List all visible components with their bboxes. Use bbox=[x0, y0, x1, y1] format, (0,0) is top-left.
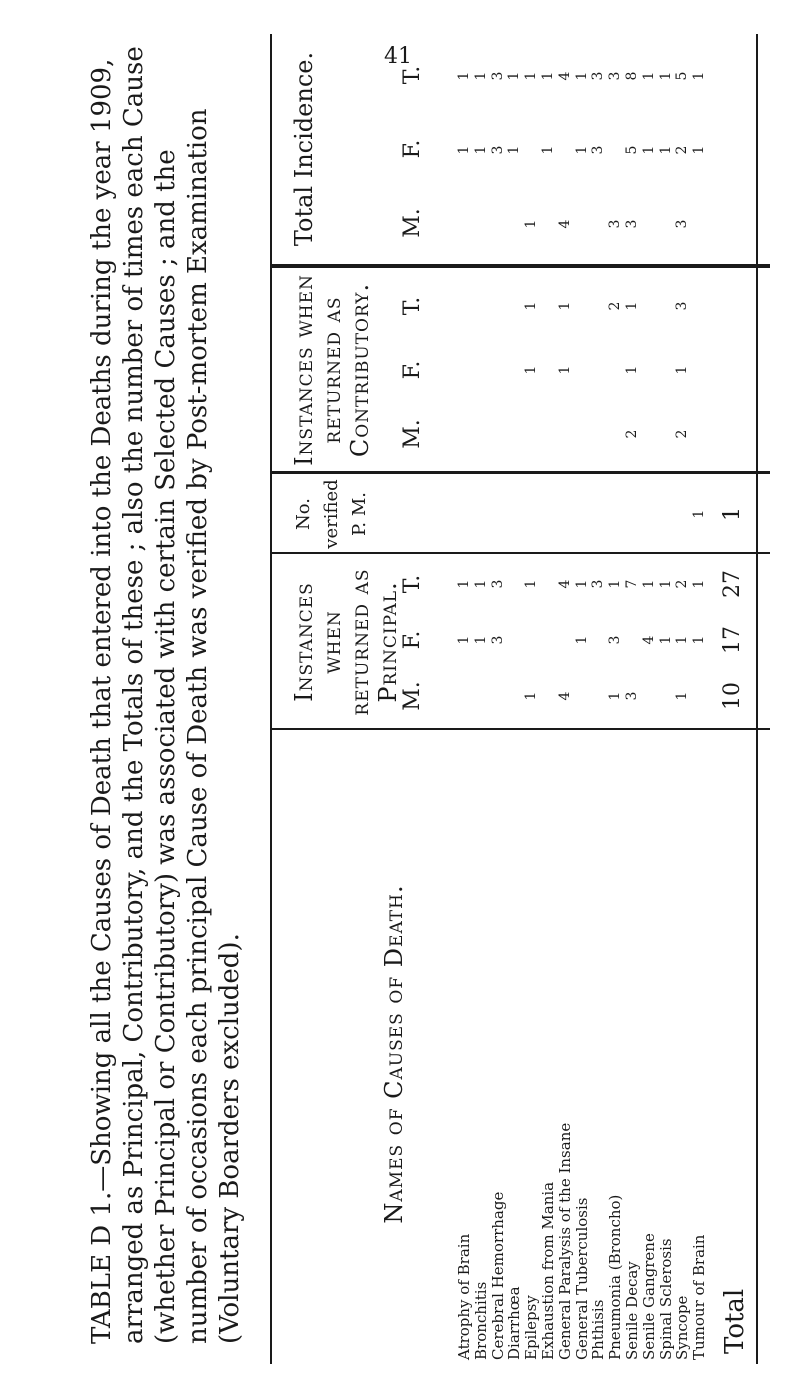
names-header: Names of Causes of Death. bbox=[380, 884, 408, 1224]
cell-tf: 1 bbox=[506, 145, 523, 155]
principal-f-header: F. bbox=[400, 630, 425, 650]
cell-pf: 1 bbox=[674, 635, 691, 645]
cell-tf: 1 bbox=[540, 145, 556, 155]
cell-pm bbox=[456, 666, 473, 726]
cell-pm: 1 bbox=[523, 691, 540, 701]
cell-ct: 1 bbox=[624, 301, 640, 311]
cell-v bbox=[557, 484, 574, 544]
cell-tm bbox=[490, 194, 507, 254]
cell-cf bbox=[691, 340, 708, 400]
cell-tm: 3 bbox=[624, 219, 640, 229]
cell-pf: 1 bbox=[657, 635, 674, 645]
principal-t-header: T. bbox=[400, 574, 425, 594]
cell-tf: 1 bbox=[657, 145, 674, 155]
cell-cm bbox=[607, 404, 624, 464]
cell-pt: 1 bbox=[523, 579, 540, 589]
cell-cf bbox=[473, 340, 490, 400]
cause-name: Tumour of Brain bbox=[690, 1234, 709, 1360]
cell-pm bbox=[590, 666, 607, 726]
cause-name: Bronchitis bbox=[471, 1281, 490, 1360]
cell-ct bbox=[490, 276, 507, 336]
cell-pf bbox=[557, 610, 574, 670]
cell-pf bbox=[523, 610, 540, 670]
page-number: 41 bbox=[384, 44, 412, 69]
total-f-header: F. bbox=[400, 139, 425, 159]
cell-cf bbox=[490, 340, 507, 400]
cell-pm: 3 bbox=[624, 691, 640, 701]
cell-tm bbox=[658, 194, 675, 254]
cell-tm bbox=[506, 194, 523, 254]
cell-pm: 1 bbox=[674, 691, 691, 701]
cell-pt: 3 bbox=[590, 579, 607, 589]
cell-cm bbox=[557, 404, 574, 464]
cell-tt: 1 bbox=[456, 71, 472, 81]
cell-v bbox=[624, 484, 641, 544]
cause-name: Exhaustion from Mania bbox=[539, 1181, 557, 1360]
cell-pf: 1 bbox=[573, 635, 590, 645]
cell-tm bbox=[590, 194, 607, 254]
cell-tt: 3 bbox=[590, 71, 607, 81]
cell-ct bbox=[691, 276, 708, 336]
cell-cm bbox=[473, 404, 490, 464]
cell-tt: 1 bbox=[573, 71, 590, 81]
table-rule-bottom bbox=[756, 34, 758, 1364]
cell-tf: 1 bbox=[456, 145, 472, 155]
cause-name: Phthisis bbox=[589, 1299, 608, 1360]
cell-pm bbox=[641, 666, 658, 726]
cell-ct bbox=[641, 276, 658, 336]
cell-pm bbox=[658, 666, 675, 726]
contrib-f-header: F. bbox=[400, 360, 425, 380]
cell-cf bbox=[607, 340, 624, 400]
cell-cf bbox=[574, 340, 591, 400]
col-divider-1 bbox=[270, 728, 770, 730]
cell-v bbox=[490, 484, 507, 544]
cell-tm bbox=[574, 194, 591, 254]
cell-pm: 4 bbox=[556, 691, 573, 701]
cell-pt: 1 bbox=[607, 579, 624, 589]
cell-pm: 1 bbox=[607, 691, 624, 701]
total-incidence-header: Total Incidence. bbox=[290, 51, 318, 247]
cell-v bbox=[523, 484, 540, 544]
cell-pt: 1 bbox=[472, 579, 489, 589]
cell-tm: 4 bbox=[556, 219, 573, 229]
contributory-header: Instances when returned as Contributory. bbox=[290, 274, 374, 466]
cell-ct: 2 bbox=[607, 301, 624, 311]
cell-pt: 1 bbox=[691, 579, 708, 589]
contrib-t-header: T. bbox=[400, 296, 425, 316]
cell-tt: 1 bbox=[657, 71, 674, 81]
cell-tf: 1 bbox=[691, 145, 708, 155]
cell-pt: 1 bbox=[640, 579, 657, 589]
cell-tm bbox=[456, 194, 473, 254]
cell-cm: 2 bbox=[674, 429, 691, 439]
cause-name: Senile Decay bbox=[623, 1261, 641, 1360]
cell-tt: 5 bbox=[674, 71, 691, 81]
cell-cm bbox=[523, 404, 540, 464]
cell-pt: 4 bbox=[556, 579, 573, 589]
cell-cm bbox=[456, 404, 473, 464]
cell-pm bbox=[574, 666, 591, 726]
cell-tt: 1 bbox=[691, 71, 708, 81]
total-verified: 1 bbox=[720, 507, 745, 521]
cell-tt: 3 bbox=[489, 71, 506, 81]
cell-pm bbox=[540, 666, 557, 726]
cause-name: Spinal Sclerosis bbox=[656, 1238, 675, 1360]
cell-cf bbox=[506, 340, 523, 400]
cell-tt: 8 bbox=[624, 71, 640, 81]
cause-name: Syncope bbox=[673, 1295, 692, 1360]
total-principal-f: 17 bbox=[720, 626, 745, 654]
cell-tt: 1 bbox=[640, 71, 657, 81]
cell-tf bbox=[523, 120, 540, 180]
cell-cf bbox=[456, 340, 473, 400]
cell-v bbox=[540, 484, 557, 544]
total-principal-m: 10 bbox=[720, 682, 745, 710]
col-divider-4 bbox=[270, 264, 770, 268]
cell-ct bbox=[658, 276, 675, 336]
cell-cf bbox=[641, 340, 658, 400]
cell-tf bbox=[607, 120, 624, 180]
cell-cf: 1 bbox=[624, 365, 640, 375]
cell-ct bbox=[540, 276, 557, 336]
cause-name: Senile Gangrene bbox=[639, 1233, 658, 1360]
cell-pm bbox=[691, 666, 708, 726]
cell-tt: 3 bbox=[607, 71, 624, 81]
cell-pm bbox=[490, 666, 507, 726]
verified-header: No. verified P. M. bbox=[293, 479, 370, 549]
cell-ct bbox=[590, 276, 607, 336]
cell-cm bbox=[658, 404, 675, 464]
cell-ct bbox=[506, 276, 523, 336]
cell-pt: 3 bbox=[489, 579, 506, 589]
cause-name: General Paralysis of the Insane bbox=[555, 1122, 574, 1360]
cell-pt: 7 bbox=[624, 579, 640, 589]
cell-tt: 1 bbox=[540, 71, 556, 81]
principal-m-header: M. bbox=[400, 681, 425, 711]
cell-tf bbox=[557, 120, 574, 180]
cell-pt bbox=[506, 554, 523, 614]
cell-pt: 1 bbox=[573, 579, 590, 589]
cell-ct bbox=[574, 276, 591, 336]
principal-header: Instances when returned as Principal. bbox=[290, 568, 402, 716]
cell-tf: 2 bbox=[674, 145, 691, 155]
cell-tf: 3 bbox=[489, 145, 506, 155]
cell-ct bbox=[456, 276, 473, 336]
cell-pm bbox=[506, 666, 523, 726]
cell-tm: 1 bbox=[523, 219, 540, 229]
cell-ct: 1 bbox=[523, 301, 540, 311]
cell-pf bbox=[506, 610, 523, 670]
cell-ct bbox=[473, 276, 490, 336]
cell-pf: 1 bbox=[691, 635, 708, 645]
cell-v bbox=[590, 484, 607, 544]
cause-name: Diarrhœa bbox=[505, 1286, 524, 1360]
cell-pf: 1 bbox=[472, 635, 489, 645]
cell-v bbox=[641, 484, 658, 544]
cell-v bbox=[607, 484, 624, 544]
cell-v bbox=[658, 484, 675, 544]
cell-cm bbox=[490, 404, 507, 464]
cell-pf: 1 bbox=[456, 635, 472, 645]
cause-name: Cerebral Hemorrhage bbox=[488, 1191, 507, 1360]
total-principal-t: 27 bbox=[720, 570, 745, 598]
cell-tm: 3 bbox=[607, 219, 624, 229]
contrib-m-header: M. bbox=[400, 419, 425, 449]
cell-v: 1 bbox=[691, 509, 708, 519]
cell-cf bbox=[658, 340, 675, 400]
cell-cm bbox=[641, 404, 658, 464]
cell-tf: 1 bbox=[640, 145, 657, 155]
cell-cf: 1 bbox=[556, 365, 573, 375]
cause-name: Epilepsy bbox=[522, 1295, 541, 1360]
cell-cf bbox=[590, 340, 607, 400]
cell-v bbox=[674, 484, 691, 544]
cell-cf bbox=[540, 340, 557, 400]
cell-pt: 1 bbox=[456, 579, 472, 589]
total-m-header: M. bbox=[400, 208, 425, 238]
cell-v bbox=[506, 484, 523, 544]
cell-pf: 3 bbox=[489, 635, 506, 645]
cell-tm bbox=[473, 194, 490, 254]
cell-tt: 1 bbox=[523, 71, 540, 81]
cell-pf bbox=[624, 610, 641, 670]
cell-tm bbox=[540, 194, 557, 254]
col-divider-3 bbox=[270, 471, 770, 474]
cell-cm: 2 bbox=[624, 429, 640, 439]
cell-pf bbox=[540, 610, 557, 670]
cell-tm bbox=[691, 194, 708, 254]
cause-name: General Tuberculosis bbox=[572, 1197, 591, 1360]
total-t-header: T. bbox=[400, 65, 425, 85]
cell-pf bbox=[590, 610, 607, 670]
total-row-label: Total bbox=[720, 1288, 750, 1354]
cell-cm bbox=[590, 404, 607, 464]
cell-tf: 3 bbox=[590, 145, 607, 155]
cell-tm: 3 bbox=[674, 219, 691, 229]
cell-pt bbox=[540, 554, 557, 614]
cell-tt: 4 bbox=[556, 71, 573, 81]
header-rule-top bbox=[270, 34, 272, 1364]
cell-tf: 1 bbox=[472, 145, 489, 155]
cause-name: Pneumonia (Broncho) bbox=[606, 1194, 625, 1360]
cell-ct: 1 bbox=[556, 301, 573, 311]
cell-ct: 3 bbox=[674, 301, 691, 311]
cell-cm bbox=[540, 404, 557, 464]
cell-tt: 1 bbox=[506, 71, 523, 81]
cell-v bbox=[574, 484, 591, 544]
cell-cm bbox=[574, 404, 591, 464]
cell-cf: 1 bbox=[523, 365, 540, 375]
cell-cm bbox=[691, 404, 708, 464]
cell-tm bbox=[641, 194, 658, 254]
cell-pf: 3 bbox=[607, 635, 624, 645]
cell-tf: 1 bbox=[573, 145, 590, 155]
cause-name: Atrophy of Brain bbox=[455, 1233, 473, 1360]
cell-cm bbox=[506, 404, 523, 464]
cell-cf: 1 bbox=[674, 365, 691, 375]
cell-pt: 2 bbox=[674, 579, 691, 589]
cell-pf: 4 bbox=[640, 635, 657, 645]
cell-tt: 1 bbox=[472, 71, 489, 81]
cell-pt: 1 bbox=[657, 579, 674, 589]
cell-v bbox=[456, 484, 473, 544]
cell-v bbox=[473, 484, 490, 544]
cell-tf: 5 bbox=[624, 145, 640, 155]
table-caption: TABLE D 1.—Showing all the Causes of Death that entered into the Deaths during the year 1909, arranged as Principal, Contributory, and the Totals of these ; also the number of times each Cause (whether Principal or Contributory) was associated with certain Selected Causes ; and the number of occasions each principal Cause of Death was verified by Post-mortem Examination (Voluntary Boarders excluded). bbox=[87, 46, 245, 1344]
cell-pm bbox=[473, 666, 490, 726]
